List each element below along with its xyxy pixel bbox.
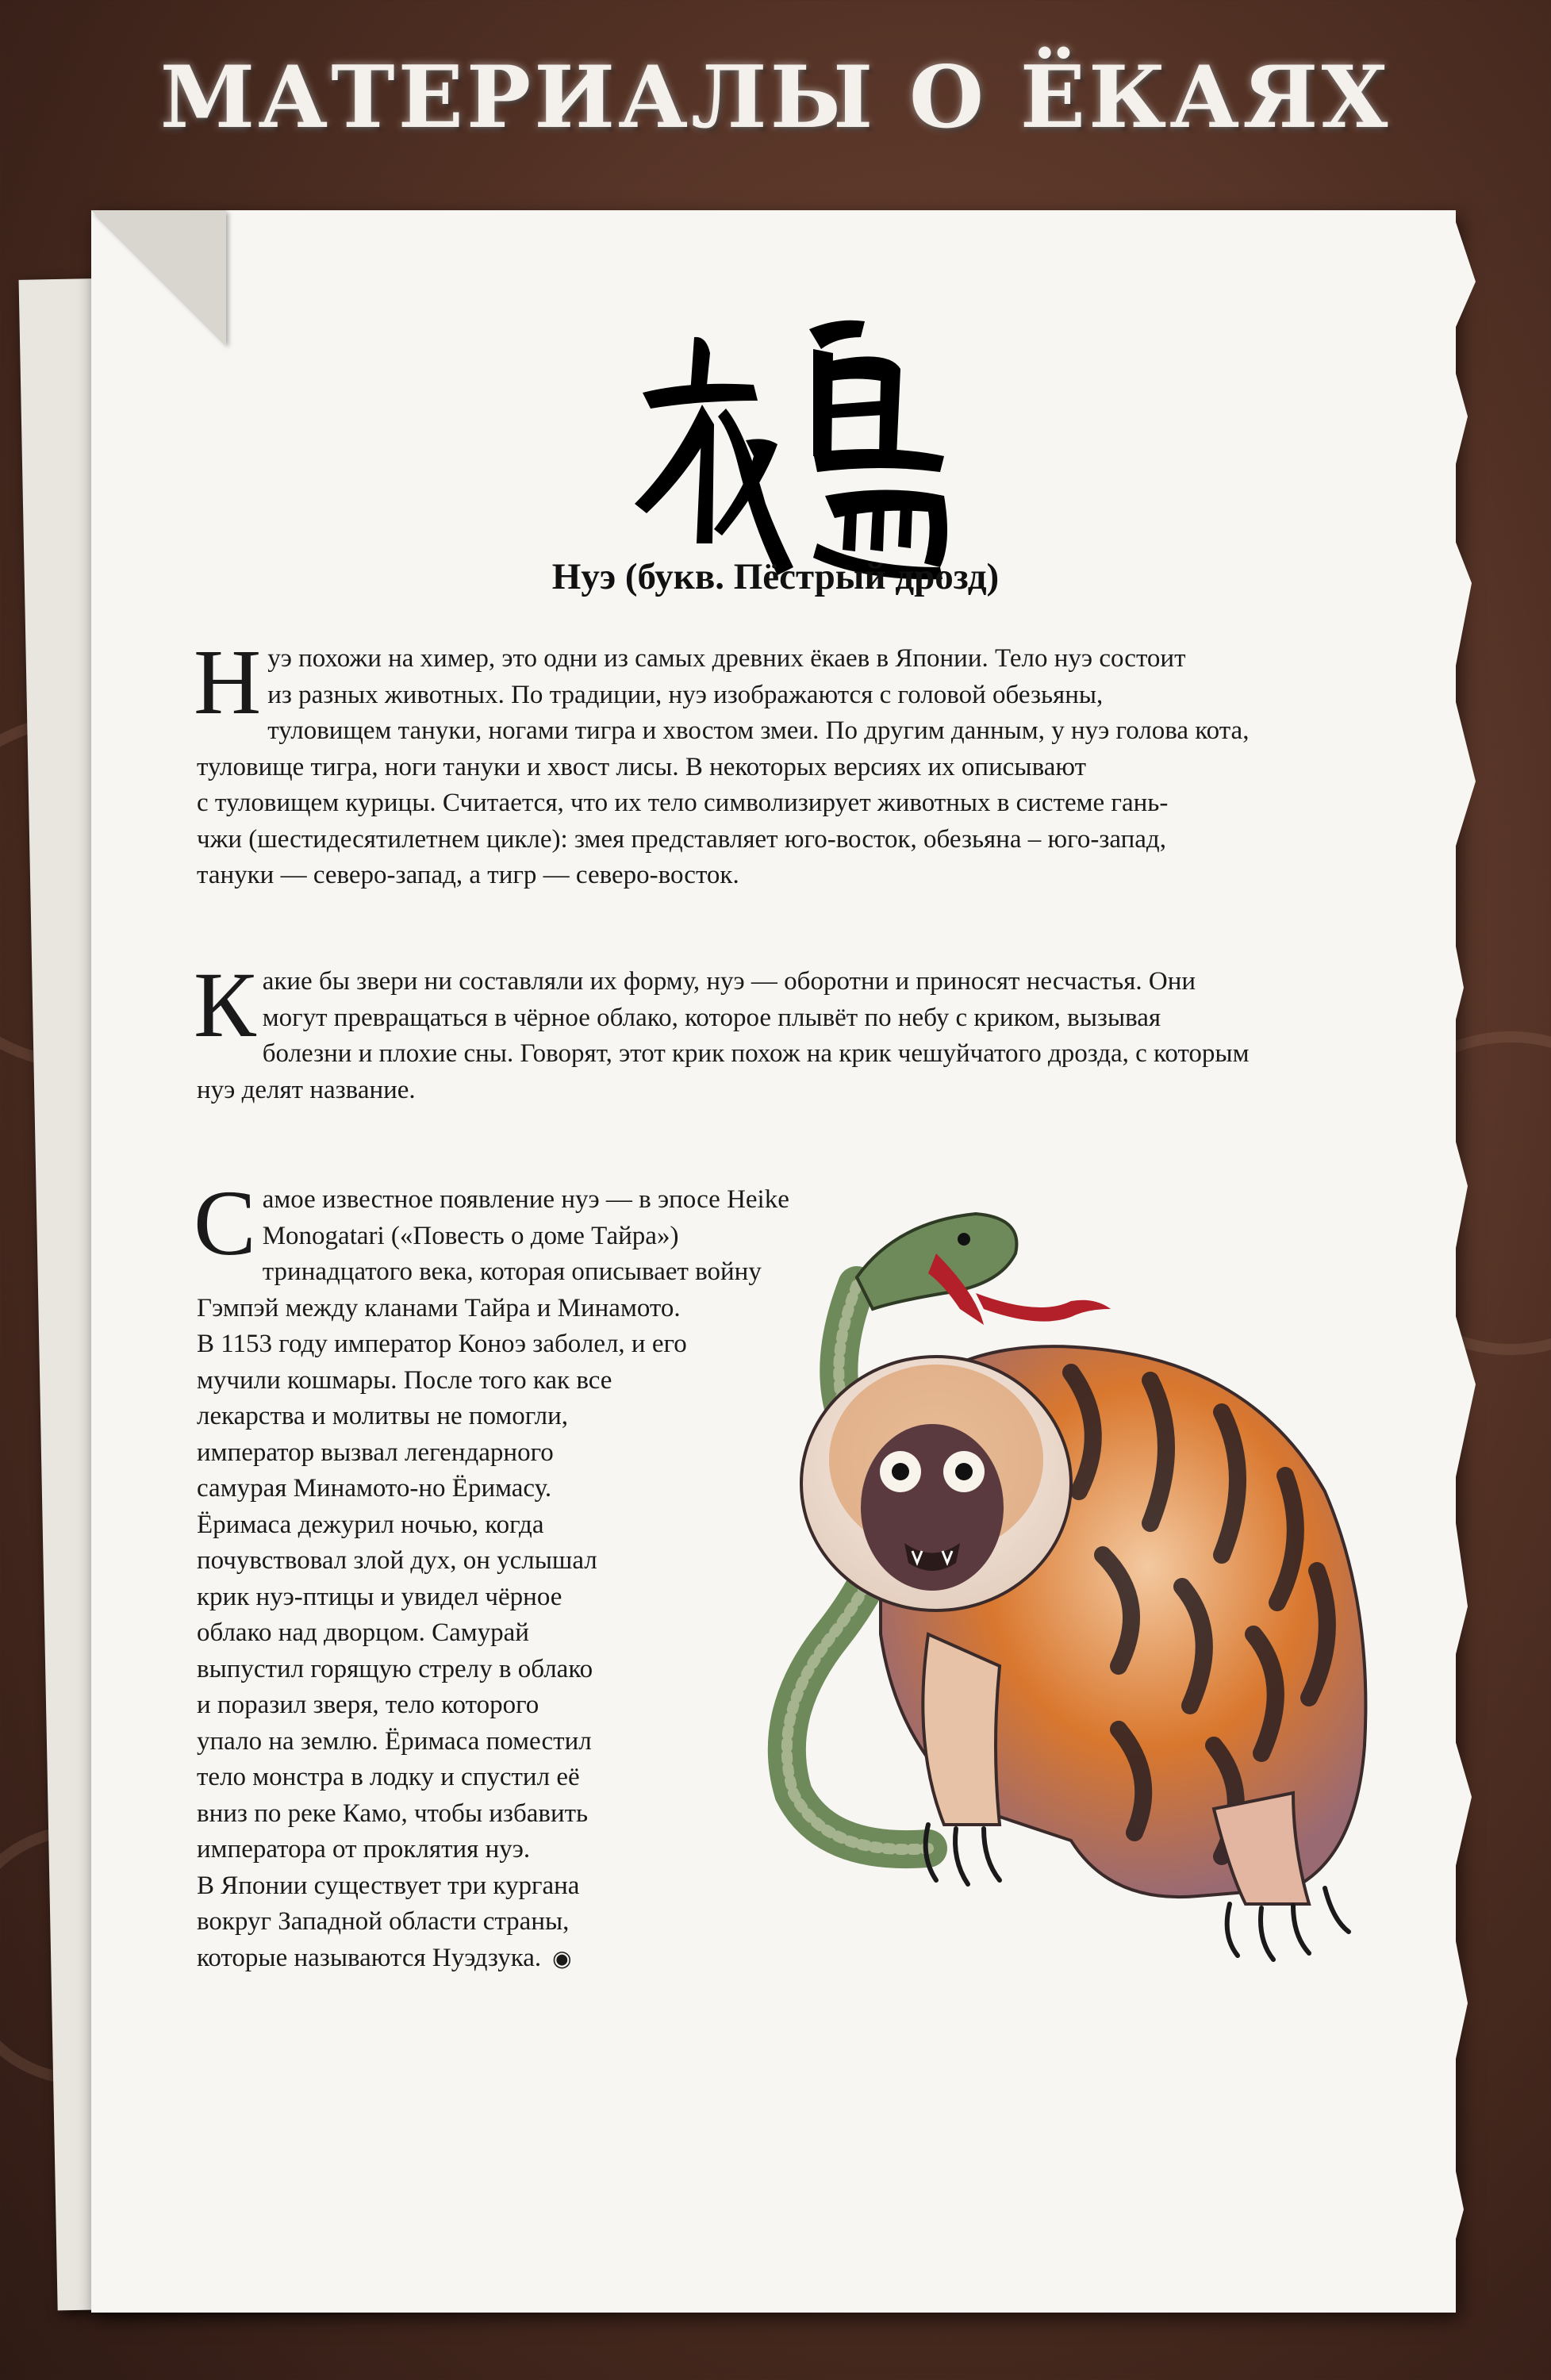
text-line: тринадцатого века, которая описывает войну <box>262 1257 762 1286</box>
text-line: из разных животных. По традиции, нуэ изображаются с головой обезьяны, <box>267 680 1104 709</box>
text-line: туловищем тануки, ногами тигра и хвостом змеи. По другим данным, у нуэ голова кота, <box>267 716 1250 745</box>
text-line: болезни и плохие сны. Говорят, этот крик похож на крик чешуйчатого дрозда, с которым <box>262 1039 1250 1068</box>
text-line: акие бы звери ни составляли их форму, нуэ — оборотни и приносят несчастья. Они <box>262 967 1196 996</box>
text-line: облако над дворцом. Самурай <box>197 1618 529 1647</box>
text-line: выпустил горящую стрелу в облако <box>197 1654 593 1683</box>
text-line: которые называются Нуэдзука. <box>197 1943 542 1972</box>
text-line: лекарства и молитвы не помогли, <box>197 1402 569 1430</box>
text-line: могут превращаться в чёрное облако, которое плывёт по небу с криком, вызывая <box>262 1003 1161 1032</box>
text-line: вокруг Западной области страны, <box>197 1907 570 1936</box>
text-line: Ёримаса дежурил ночью, когда <box>197 1510 544 1539</box>
text-line: почувствовал злой дух, он услышал <box>197 1546 597 1575</box>
text-line: мучили кошмары. После того как все <box>197 1365 612 1395</box>
text-line: тело монстра в лодку и спустил её <box>197 1763 580 1791</box>
text-line: Monogatari («Повесть о доме Тайра») <box>262 1221 679 1250</box>
text-line: Гэмпэй между кланами Тайра и Минамото. <box>197 1293 681 1322</box>
drop-cap: К <box>194 953 256 1057</box>
nue-creature-icon <box>738 1190 1436 2047</box>
text-line: чжи (шестидесятилетнем цикле): змея представляет юго-восток, обезьяна – юго-запад, <box>197 824 1166 854</box>
text-line: вниз по реке Камо, чтобы избавить <box>197 1798 589 1828</box>
kanji-calligraphy-icon <box>627 305 960 583</box>
text-line: упало на землю. Ёримаса поместил <box>197 1726 592 1756</box>
text-line: нуэ делят название. <box>197 1075 416 1104</box>
text-line: амое известное появление нуэ — в эпосе Heike <box>262 1185 789 1214</box>
paragraph-1 <box>194 630 1339 894</box>
text-line: с туловищем курицы. Считается, что их тело символизирует животных в системе гань- <box>197 789 1169 817</box>
text-line: туловище тигра, ноги тануки и хвост лисы. В некоторых версиях их описывают <box>197 752 1087 781</box>
text-line: самурая Минамото-но Ёримасу. <box>197 1474 552 1503</box>
end-mark-icon: ◉ <box>552 1946 572 1971</box>
text-line: и поразил зверя, тело которого <box>197 1691 539 1719</box>
text-line: В Японии существует три кургана <box>197 1871 580 1900</box>
text-line: император вызвал легендарного <box>197 1438 554 1467</box>
page-title: МАТЕРИАЛЫ О ЁКАЯХ <box>159 48 1392 148</box>
drop-cap: Н <box>194 630 262 734</box>
text-line: императора от проклятия нуэ. <box>197 1835 531 1864</box>
paragraph-2 <box>194 953 1339 1108</box>
text-line: В 1153 году император Коноэ заболел, и его <box>197 1330 687 1358</box>
text-line: тануки — северо-запад, а тигр — северо-восток. <box>197 861 739 889</box>
article-subtitle: Нуэ (букв. Пёстрый дрозд) <box>551 556 1000 597</box>
page-corner-fold <box>91 210 226 345</box>
text-line: крик нуэ-птицы и увидел чёрное <box>197 1582 562 1611</box>
drop-cap: С <box>194 1171 256 1275</box>
text-line: уэ похожи на химер, это одни из самых древних ёкаев в Японии. Тело нуэ состоит <box>267 644 1186 673</box>
